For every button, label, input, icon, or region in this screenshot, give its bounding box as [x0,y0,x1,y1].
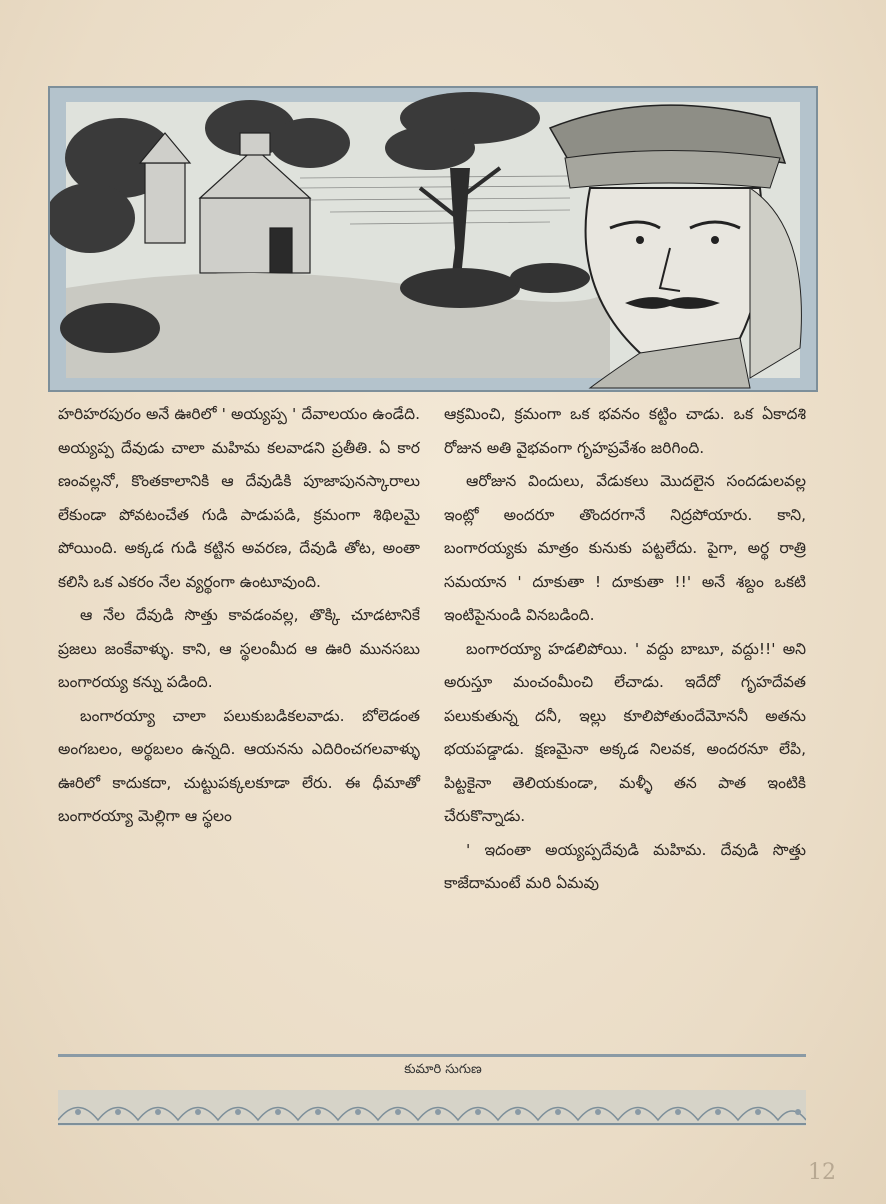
paragraph: బంగారయ్యా చాలా పలుకుబడికలవాడు. బోలెడంత అంగబలం, అర్థబలం ఉన్నది. ఆయనను ఎదిరించగలవాళ్ళు ఊరిలో కాదుకదా, చుట్టుపక్కలకూడా లేరు. ఈ ధీమాతో బంగారయ్యా మెల్లిగా ఆ స్థలం [58,706,420,825]
left-column [58,398,420,834]
right-column [444,398,806,901]
paragraph: ఆ నేల దేవుడి సొత్తు కావడంవల్ల, తొక్కి చూడటానికే ప్రజలు జంకేవాళ్ళు. కాని, ఆ స్థలంమీద ఆ ఊరి మునసబు బంగారయ్య కన్ను పడింది. [58,606,420,691]
story-illustration [48,86,818,392]
paragraph: బంగారయ్యా హడలిపోయి. ' వద్దు బాబూ, వద్దు!!' అని అరుస్తూ మంచంమీంచి లేచాడు. ఇదేదో గృహదేవత పలుకుతున్న దనీ, ఇల్లు కూలిపోతుందేమోననీ అతను భయపడ్డాడు. క్షణమైనా అక్కడ నిలవక, అందరనూ లేపి, పిట్టకైనా తెలియకుండా, మళ్ళీ తన పాత ఇంటికి చేరుకొన్నాడు. [444,639,806,825]
paragraph: ఆక్రమించి, క్రమంగా ఒక భవనం కట్టిం చాడు. ఒక ఏకాదశి రోజున అతి వైభవంగా గృహప్రవేశం జరిగింది. [444,405,806,457]
decorative-border [58,1090,806,1126]
illustration-artwork [50,88,816,390]
author-byline: కుమారి సుగుణ [404,1062,482,1077]
paragraph: ఆరోజున విందులు, వేడుకలు మొదలైన సందడులవల్ల ఇంట్లో అందరూ తొందరగానే నిద్రపోయారు. కాని, బంగారయ్యకు మాత్రం కునుకు పట్టలేదు. పైగా, అర్థ రాత్రి సమయాన ' దూకుతా ! దూకుతా !!' అనే శబ్దం ఒకటి ఇంటిపైనుండి వినబడింది. [444,472,806,624]
divider [58,1054,806,1057]
paragraph: హరిహరపురం అనే ఊరిలో ' అయ్యప్ప ' దేవాలయం ఉండేది. అయ్యప్ప దేవుడు చాలా మహిమ కలవాడని ప్రతీతి. ఏ కార ణంవల్లనో, కొంతకాలానికి ఆ దేవుడికి పూజాపునస్కారాలు లేకుండా పోవటంచేత గుడి పాడుపడి, క్రమంగా శిథిలమై పోయింది. అక్కడ గుడి కట్టిన అవరణ, దేవుడి తోట, అంతా కలిసి ఒక ఎకరం నేల వ్యర్థంగా ఉంటూవుంది. [58,405,420,591]
page-number: 12 [808,1160,836,1185]
paragraph: ' ఇదంతా అయ్యప్పదేవుడి మహిమ. దేవుడి సొత్తు కాజేదామంటే మరి ఏమవు [444,840,806,892]
